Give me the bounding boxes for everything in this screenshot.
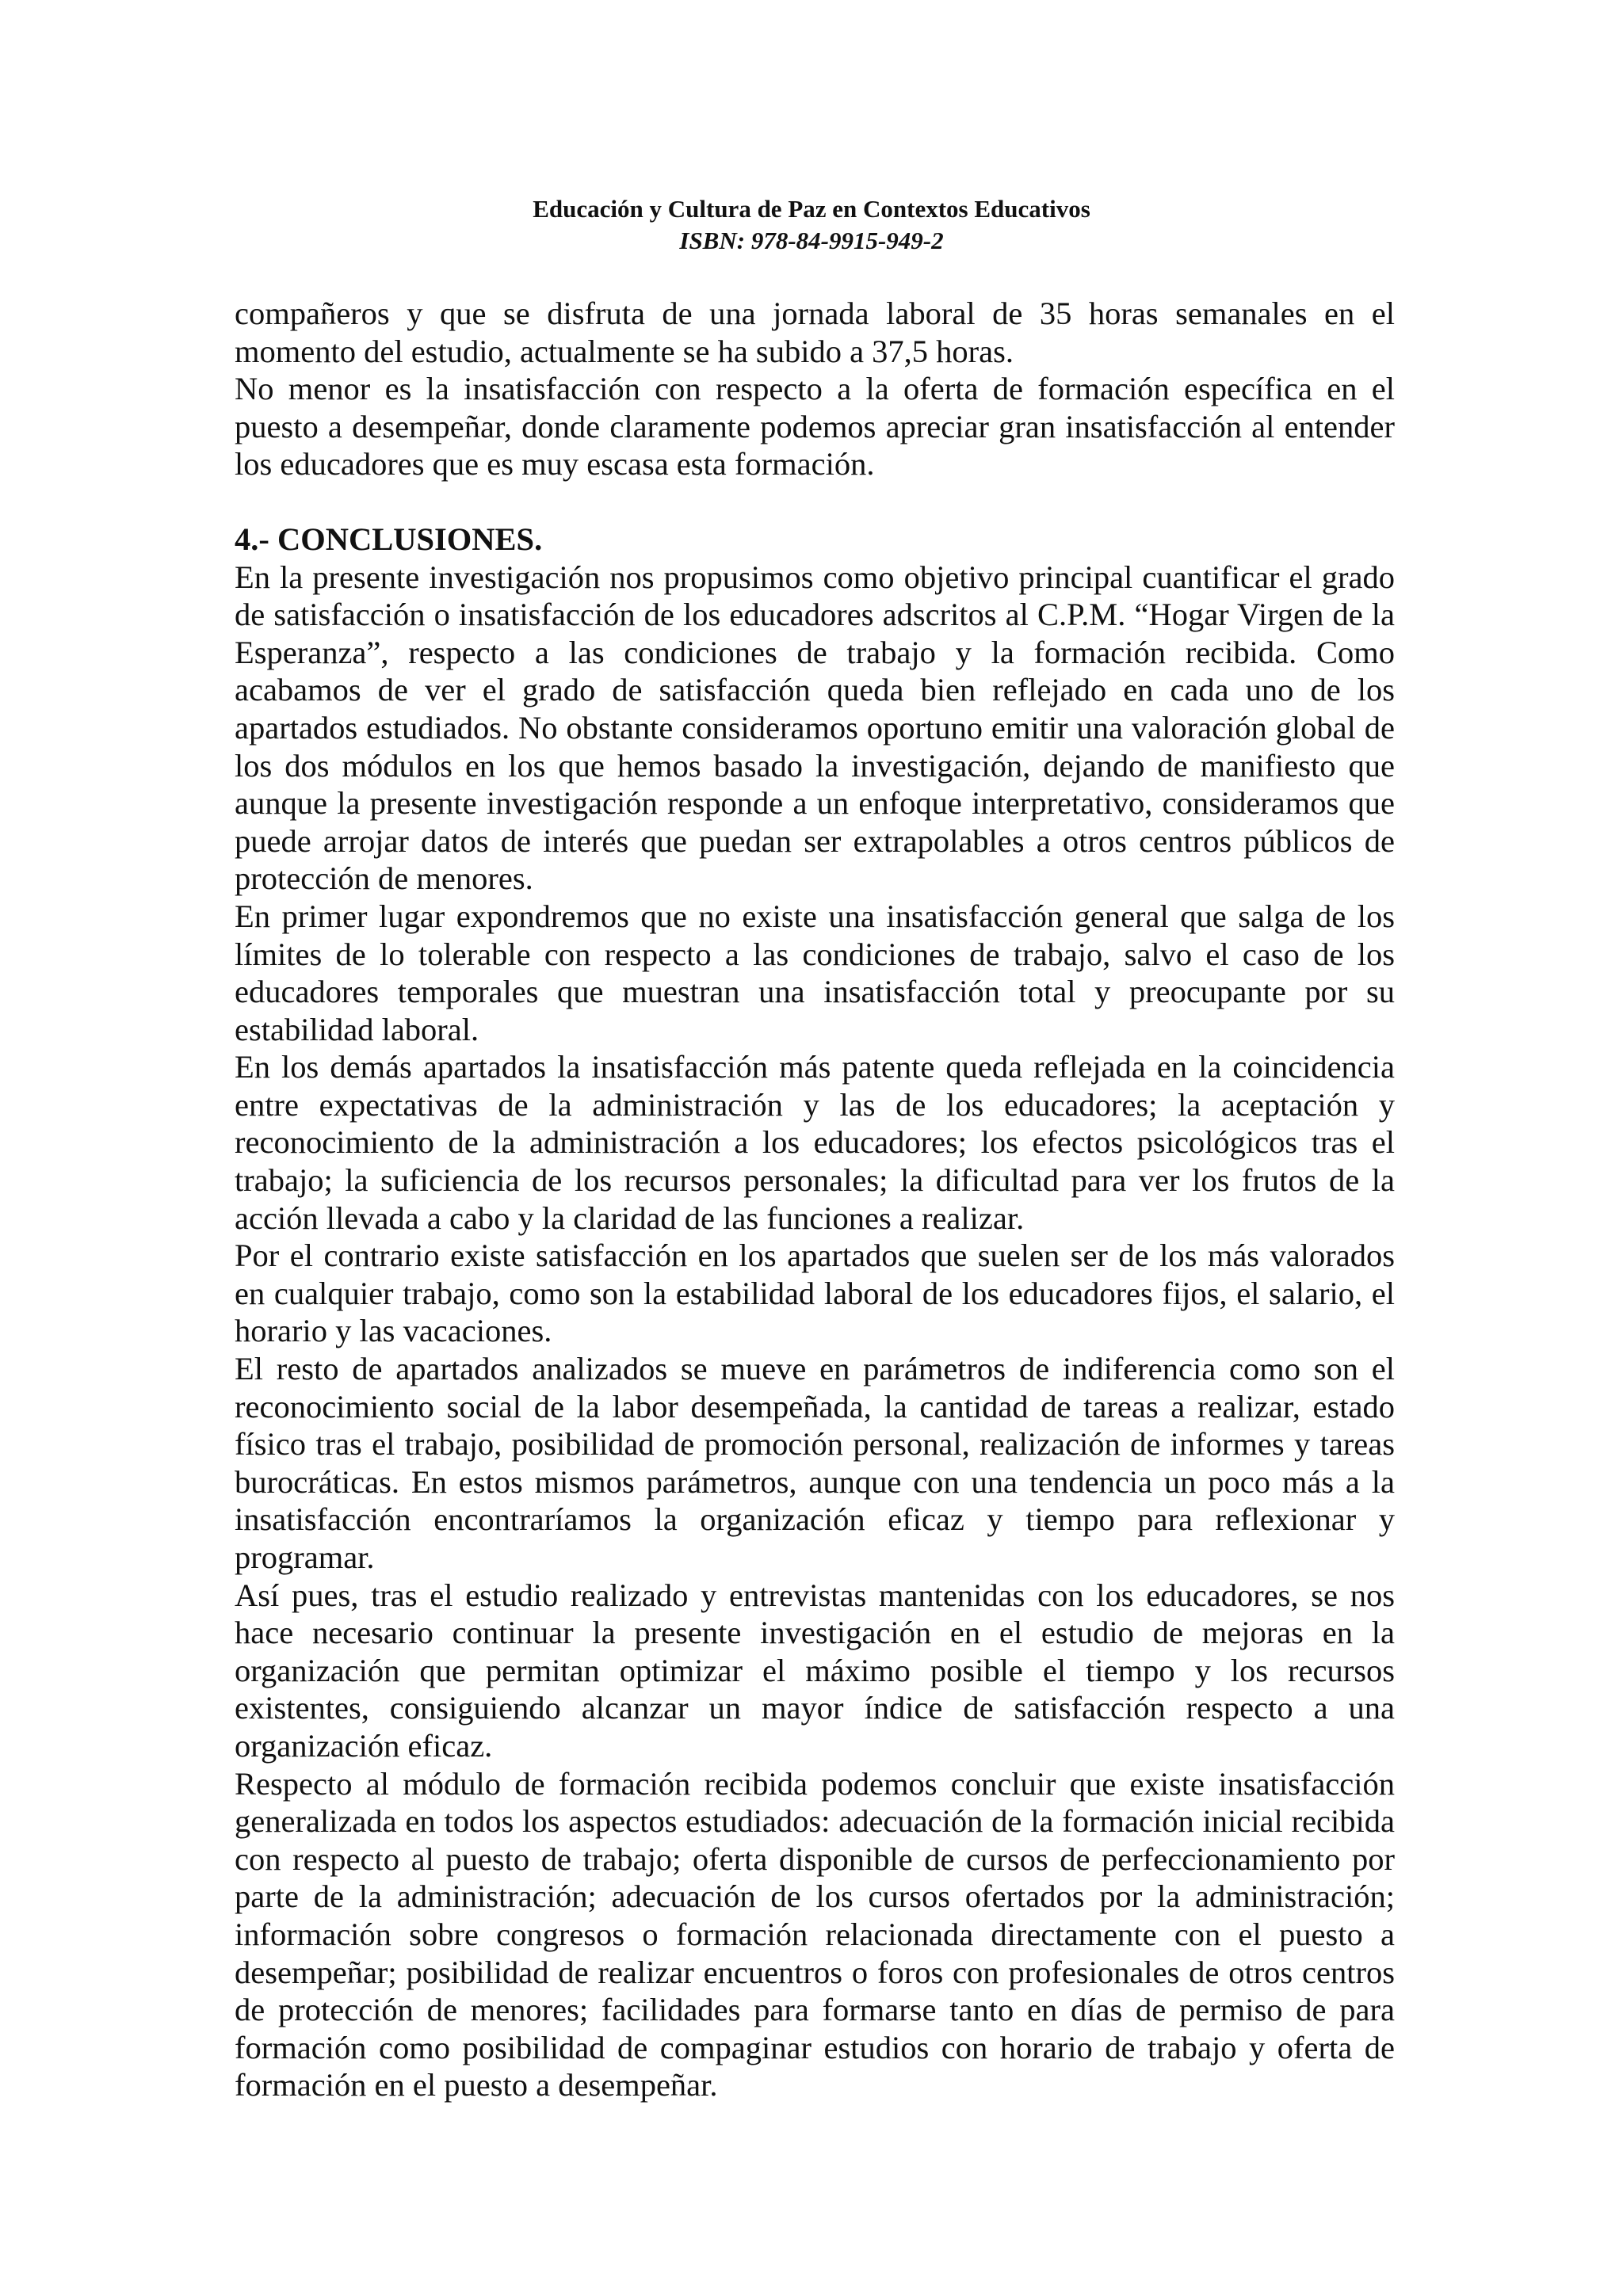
paragraph: Así pues, tras el estudio realizado y entrevistas mantenidas con los educadores, se nos hace necesario continuar la presente investigación en el estudio de mejoras en la organización que permitan optimizar el máximo posible el tiempo y los recursos existentes, consiguiendo alcanzar un mayor índice de satisfacción respecto a una organización eficaz. [235,1577,1395,1764]
running-header [0,193,1623,257]
book-title: Educación y Cultura de Paz en Contextos Educativos [533,195,1090,223]
paragraph: compañeros y que se disfruta de una jornada laboral de 35 horas semanales en el momento del estudio, actualmente se ha subido a 37,5 horas. [235,296,1395,369]
section-heading: 4.- CONCLUSIONES. [235,521,543,557]
paragraph: En la presente investigación nos propusimos como objetivo principal cuantificar el grado de satisfacción o insatisfacción de los educadores adscritos al C.P.M. “Hogar Virgen de la Esperanza”, respecto a las condiciones de trabajo y la formación recibida. Como acabamos de ver el grado de satisfacción queda bien reflejado en cada uno de los apartados estudiados. No obstante consideramos oportuno emitir una valoración global de los dos módulos en los que hemos basado la investigación, dejando de manifiesto que aunque la presente investigación responde a un enfoque interpretativo, consideramos que puede arrojar datos de interés que puedan ser extrapolables a otros centros públicos de protección de menores. [235,559,1395,897]
body-text [235,295,1395,2104]
paragraph: No menor es la insatisfacción con respecto a la oferta de formación específica en el puesto a desempeñar, donde claramente podemos apreciar gran insatisfacción al entender los educadores que es muy escasa esta formación. [235,371,1395,482]
isbn-line: ISBN: 978-84-9915-949-2 [679,227,944,254]
paragraph: Respecto al módulo de formación recibida podemos concluir que existe insatisfacción generalizada en todos los aspectos estudiados: adecuación de la formación inicial recibida con respecto al puesto de trabajo; oferta disponible de cursos de perfeccionamiento por parte de la administración; adecuación de los cursos ofertados por la administración; información sobre congresos o formación relacionada directamente con el puesto a desempeñar; posibilidad de realizar encuentros o foros con profesionales de otros centros de protección de menores; facilidades para formarse tanto en días de permiso de para formación como posibilidad de compaginar estudios con horario de trabajo y oferta de formación en el puesto a desempeñar. [235,1765,1395,2103]
paragraph: En primer lugar expondremos que no existe una insatisfacción general que salga de los límites de lo tolerable con respecto a las condiciones de trabajo, salvo el caso de los educadores temporales que muestran una insatisfacción total y preocupante por su estabilidad laboral. [235,898,1395,1047]
paragraph: Por el contrario existe satisfacción en los apartados que suelen ser de los más valorados en cualquier trabajo, como son la estabilidad laboral de los educadores fijos, el salario, el horario y las vacaciones. [235,1238,1395,1349]
paragraph: En los demás apartados la insatisfacción más patente queda reflejada en la coincidencia entre expectativas de la administración y las de los educadores; la aceptación y reconocimiento de la administración a los educadores; los efectos psicológicos tras el trabajo; la suficiencia de los recursos personales; la dificultad para ver los frutos de la acción llevada a cabo y la claridad de las funciones a realizar. [235,1049,1395,1236]
paragraph: El resto de apartados analizados se mueve en parámetros de indiferencia como son el reconocimiento social de la labor desempeñada, la cantidad de tareas a realizar, estado físico tras el trabajo, posibilidad de promoción personal, realización de informes y tareas burocráticas. En estos mismos parámetros, aunque con una tendencia un poco más a la insatisfacción encontraríamos la organización eficaz y tiempo para reflexionar y programar. [235,1351,1395,1575]
